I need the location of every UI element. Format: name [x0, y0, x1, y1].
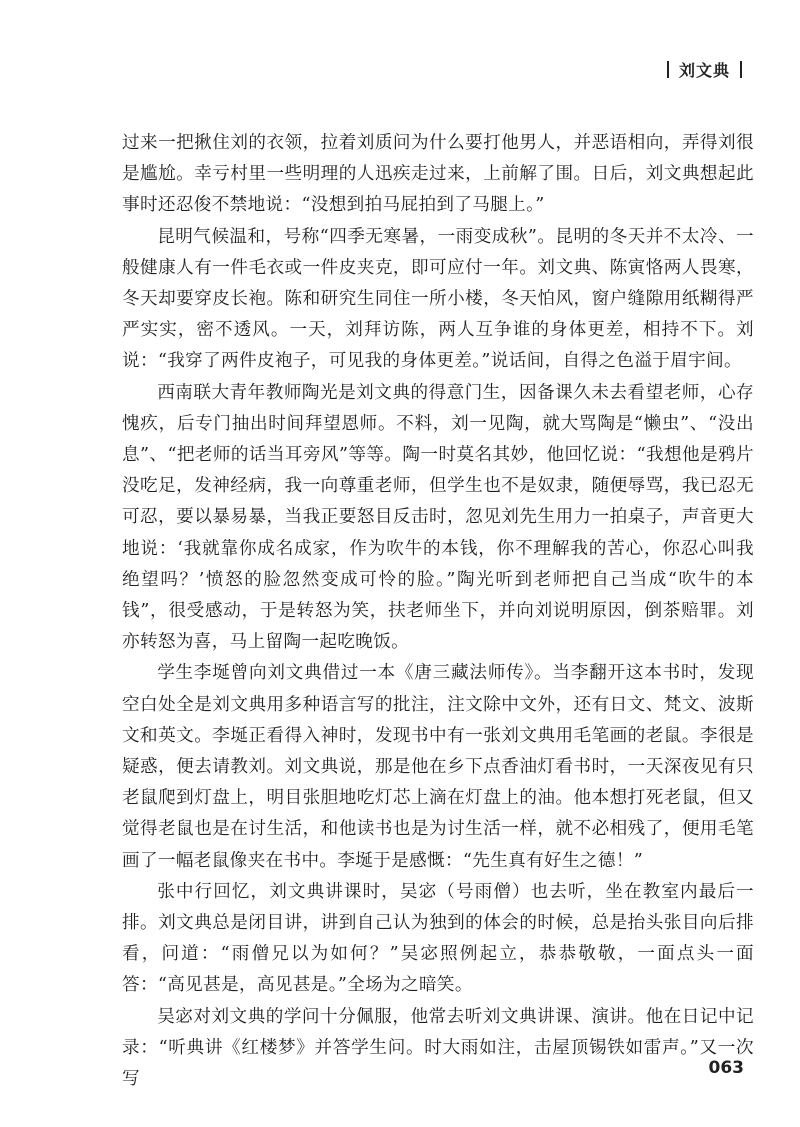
body-text — [122, 128, 754, 1095]
paragraph: 吴宓对刘文典的学问十分佩服，他常去听刘文典讲课、演讲。他在日记中记录：“听典讲《红楼梦》并答学生问。时大雨如注，击屋顶锡铁如雷声。”又一次写 — [122, 1006, 754, 1090]
running-header — [657, 58, 752, 80]
paragraph: 学生李埏曾向刘文典借过一本《唐三藏法师传》。当李翻开这本书时，发现空白处全是刘文典用多种语言写的批注，注文除中文外，还有日文、梵文、波斯文和英文。李埏正看得入神时，发现书中有一张刘文典用毛笔画的老鼠。李很是疑惑，便去请教刘。刘文典说，那是他在乡下点香油灯看书时，一天深夜见有只老鼠爬到灯盘上，明目张胆地吃灯芯上滴在灯盘上的油。他本想打死老鼠，但又觉得老鼠也是在讨生活，和他读书也是为讨生活一样，就不必相残了，便用毛笔画了一幅老鼠像夹在书中。李埏于是感慨：“先生真有好生之德！” — [122, 663, 754, 871]
chapter-title: 刘文典 — [678, 60, 730, 80]
page-number: 063 — [708, 1058, 744, 1078]
paragraph: 昆明气候温和，号称“四季无寒暑，一雨变成秋”。昆明的冬天并不太冷、一般健康人有一件毛衣或一件皮夹克，即可应付一年。刘文典、陈寅恪两人畏寒，冬天却要穿皮长袍。陈和研究生同住一所小楼，冬天怕风，窗户缝隙用纸糊得严严实实，密不透风。一天，刘拜访陈，两人互争谁的身体更差，相持不下。刘说：“我穿了两件皮袍子，可见我的身体更差。”说话间，自得之色溢于眉宇间。 — [122, 226, 754, 372]
header-divider-right — [740, 61, 742, 78]
header-divider-left — [667, 61, 669, 78]
paragraph: 过来一把揪住刘的衣领，拉着刘质问为什么要打他男人，并恶语相向，弄得刘很是尴尬。幸亏村里一些明理的人迅疾走过来，上前解了围。日后，刘文典想起此事时还忍俊不禁地说：“没想到拍马屁拍到了马腿上。” — [122, 133, 754, 216]
paragraph: 张中行回忆，刘文典讲课时，吴宓（号雨僧）也去听，坐在教室内最后一排。刘文典总是闭目讲，讲到自己认为独到的体会的时候，总是抬头张目向后排看，问道：“雨僧兄以为如何？”吴宓照例起立，恭恭敬敬，一面点头一面答：“高见甚是，高见甚是。”全场为之暗笑。 — [122, 881, 754, 996]
paragraph: 西南联大青年教师陶光是刘文典的得意门生，因备课久未去看望老师，心存愧疚，后专门抽出时间拜望恩师。不料，刘一见陶，就大骂陶是“懒虫”、“没出息”、“把老师的话当耳旁风”等等。陶一时莫名其妙，他回忆说：“我想他是鸦片没吃足，发神经病，我一向尊重老师，但学生也不是奴隶，随便辱骂，我已忍无可忍，要以暴易暴，当我正要怒目反击时，忽见刘先生用力一拍桌子，声音更大地说：‘我就靠你成名成家，作为吹牛的本钱，你不理解我的苦心，你忍心叫我绝望吗？’愤怒的脸忽然变成可怜的脸。”陶光听到老师把自己当成“吹牛的本钱”，很受感动，于是转怒为笑，扶老师坐下，并向刘说明原因，倒茶赔罪。刘亦转怒为喜，马上留陶一起吃晚饭。 — [122, 382, 754, 653]
